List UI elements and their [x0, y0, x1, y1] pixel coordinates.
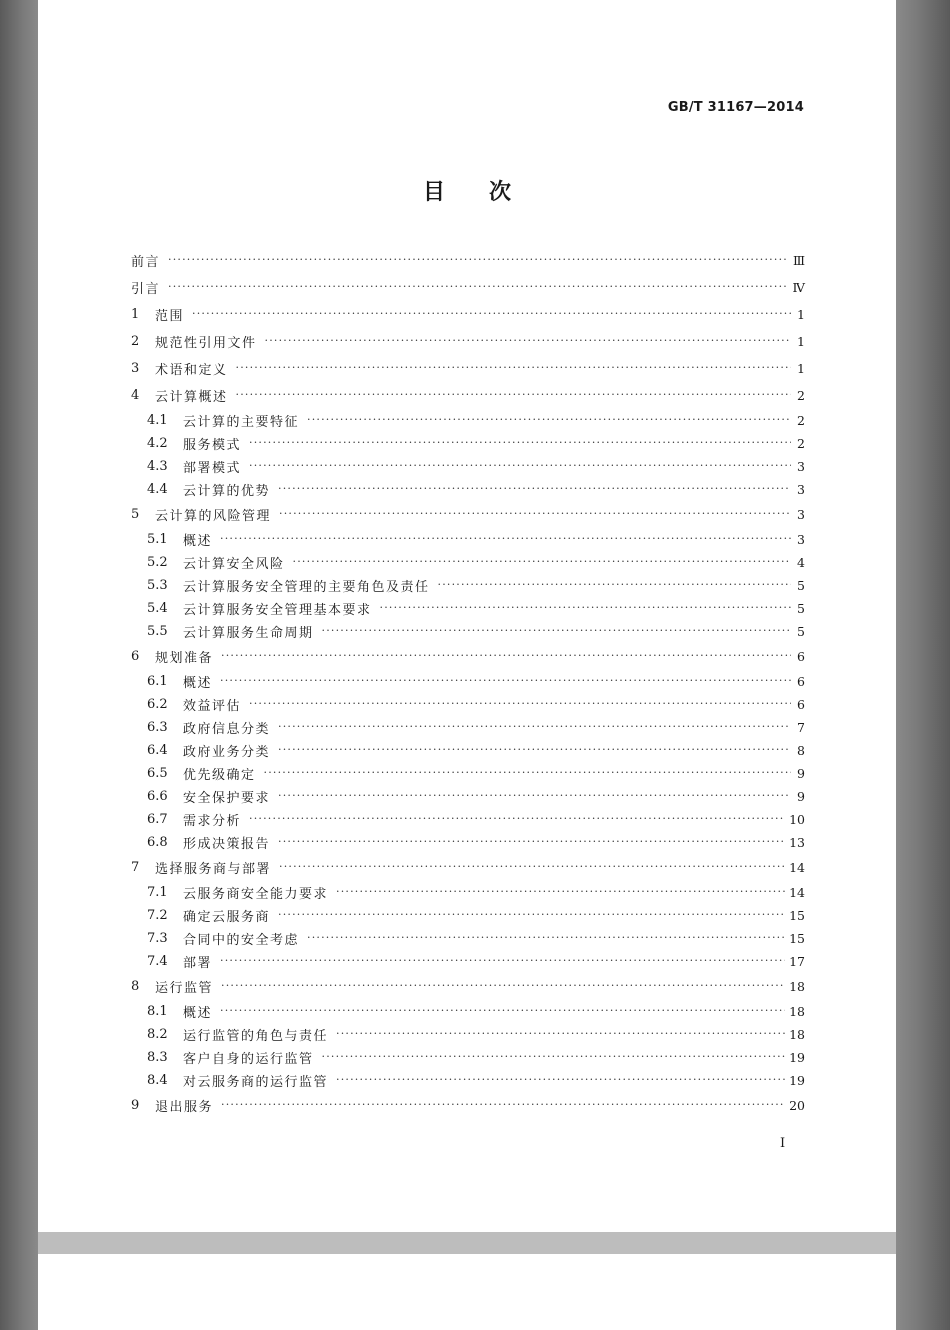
toc-entry[interactable] [131, 643, 805, 670]
toc-entry-number: 5.4 [147, 601, 168, 616]
toc-entry-number: 6.5 [147, 766, 168, 781]
toc-entry-label: 合同中的安全考虑 [183, 933, 300, 948]
toc-entry[interactable] [131, 478, 805, 501]
toc-entry-label: 安全保护要求 [183, 791, 271, 806]
toc-leader-dots [336, 886, 785, 897]
toc-entry-page: 6 [797, 649, 805, 664]
toc-entry-number: 6.3 [147, 720, 168, 735]
toc-entry[interactable] [131, 528, 805, 551]
toc-entry-page: 19 [789, 1050, 805, 1065]
toc-entry-page: 3 [797, 507, 805, 522]
toc-leader-dots [336, 1074, 785, 1085]
toc-leader-dots [249, 437, 791, 448]
toc-leader-dots [220, 955, 785, 966]
toc-entry-number: 1 [131, 307, 140, 322]
toc-entry-label: 云计算服务安全管理基本要求 [183, 603, 372, 618]
toc-entry-number: 4.3 [147, 459, 168, 474]
toc-leader-dots [236, 389, 791, 400]
toc-entry-label: 运行监管 [155, 981, 214, 996]
toc-entry[interactable] [131, 1092, 805, 1119]
viewer-background-left [0, 0, 38, 1330]
toc-entry-number: 3 [131, 361, 140, 376]
toc-entry-label: 形成决策报告 [183, 837, 271, 852]
toc-entry[interactable] [131, 1023, 805, 1046]
toc-entry-label: 客户自身的运行监管 [183, 1052, 314, 1067]
toc-entry-label: 需求分析 [183, 814, 242, 829]
next-page [38, 1254, 896, 1330]
toc-entry-number: 4.1 [147, 413, 168, 428]
toc-entry-number: 6.2 [147, 697, 168, 712]
toc-entry-label: 政府业务分类 [183, 745, 271, 760]
toc-entry-page: 3 [797, 532, 805, 547]
toc-leader-dots [220, 675, 791, 686]
toc-entry-page: 9 [797, 766, 805, 781]
toc-entry-label: 云计算的主要特征 [183, 415, 300, 430]
toc-leader-dots [278, 909, 785, 920]
toc-leader-dots [192, 308, 791, 319]
toc-entry-label: 确定云服务商 [183, 910, 271, 925]
page-title: 目次 [422, 179, 555, 205]
toc-entry-number: 8.4 [147, 1073, 168, 1088]
toc-entry-label: 术语和定义 [155, 363, 228, 378]
toc-entry-number: 8 [131, 979, 140, 994]
toc-entry-page: Ⅲ [792, 253, 805, 268]
toc-entry-page: 10 [789, 812, 805, 827]
toc-entry[interactable] [131, 328, 805, 355]
toc-leader-dots [278, 721, 791, 732]
toc-leader-dots [249, 460, 791, 471]
toc-entry-page: 2 [797, 436, 805, 451]
toc-leader-dots [322, 1051, 786, 1062]
toc-entry[interactable] [131, 739, 805, 762]
toc-leader-dots [236, 362, 791, 373]
toc-entry-number: 8.2 [147, 1027, 168, 1042]
toc-entry-page: 1 [797, 307, 805, 322]
toc-entry-number: 4 [131, 388, 140, 403]
toc-entry-label: 云计算安全风险 [183, 557, 285, 572]
toc-entry[interactable] [131, 620, 805, 643]
toc-entry-number: 8.3 [147, 1050, 168, 1065]
toc-entry-label: 概述 [183, 1006, 213, 1021]
table-of-contents [131, 247, 805, 1119]
toc-entry-label: 云计算的优势 [183, 484, 271, 499]
toc-entry-number: 4.4 [147, 482, 168, 497]
toc-entry[interactable] [131, 501, 805, 528]
toc-entry[interactable] [131, 274, 805, 301]
toc-entry-number: 5.5 [147, 624, 168, 639]
toc-entry-page: 15 [789, 931, 805, 946]
toc-entry-page: 2 [797, 388, 805, 403]
toc-entry-number: 8.1 [147, 1004, 168, 1019]
toc-leader-dots [307, 932, 785, 943]
toc-entry-label: 云计算概述 [155, 390, 228, 405]
toc-entry-page: 14 [789, 885, 805, 900]
toc-entry-number: 6.4 [147, 743, 168, 758]
toc-entry-number: 7.4 [147, 954, 168, 969]
toc-entry[interactable] [131, 808, 805, 831]
toc-entry-number: 7.1 [147, 885, 168, 900]
toc-entry[interactable] [131, 409, 805, 432]
toc-entry-label: 概述 [183, 676, 213, 691]
toc-entry-number: 5 [131, 507, 140, 522]
toc-entry-page: 2 [797, 413, 805, 428]
toc-entry-page: 18 [789, 979, 805, 994]
toc-leader-dots [249, 813, 785, 824]
toc-entry-page: 8 [797, 743, 805, 758]
toc-entry[interactable] [131, 574, 805, 597]
toc-leader-dots [278, 790, 791, 801]
toc-entry[interactable] [131, 355, 805, 382]
toc-entry-page: 18 [789, 1004, 805, 1019]
toc-entry[interactable] [131, 762, 805, 785]
toc-leader-dots [220, 1005, 785, 1016]
toc-entry-label: 引言 [131, 282, 161, 297]
toc-entry[interactable] [131, 831, 805, 854]
toc-entry-number: 6.7 [147, 812, 168, 827]
toc-entry-label: 前言 [131, 255, 161, 270]
toc-leader-dots [380, 602, 791, 613]
toc-leader-dots [221, 650, 791, 661]
toc-entry-page: 7 [797, 720, 805, 735]
toc-entry[interactable] [131, 927, 805, 950]
toc-entry-number: 9 [131, 1098, 140, 1113]
toc-leader-dots [221, 1099, 785, 1110]
toc-entry-number: 7.2 [147, 908, 168, 923]
toc-entry[interactable] [131, 382, 805, 409]
toc-entry[interactable] [131, 716, 805, 739]
toc-entry[interactable] [131, 693, 805, 716]
toc-entry-label: 云计算服务安全管理的主要角色及责任 [183, 580, 430, 595]
toc-entry-page: Ⅳ [792, 280, 805, 295]
toc-entry-label: 部署 [183, 956, 213, 971]
toc-entry-label: 优先级确定 [183, 768, 256, 783]
toc-leader-dots [278, 483, 791, 494]
toc-leader-dots [307, 414, 791, 425]
toc-leader-dots [221, 980, 785, 991]
toc-leader-dots [279, 508, 791, 519]
viewer-background-right [896, 0, 950, 1330]
toc-entry[interactable] [131, 597, 805, 620]
toc-entry-page: 6 [797, 697, 805, 712]
toc-entry-label: 效益评估 [183, 699, 242, 714]
toc-leader-dots [278, 836, 785, 847]
toc-leader-dots [264, 767, 791, 778]
toc-entry-label: 规划准备 [155, 651, 214, 666]
toc-entry-number: 6.6 [147, 789, 168, 804]
toc-leader-dots [249, 698, 791, 709]
toc-entry[interactable] [131, 854, 805, 881]
toc-entry-page: 4 [797, 555, 805, 570]
toc-leader-dots [336, 1028, 785, 1039]
toc-leader-dots [293, 556, 791, 567]
toc-entry-page: 3 [797, 482, 805, 497]
toc-entry[interactable] [131, 455, 805, 478]
toc-entry[interactable] [131, 301, 805, 328]
toc-entry-page: 14 [789, 860, 805, 875]
toc-entry-page: 19 [789, 1073, 805, 1088]
toc-leader-dots [168, 254, 789, 265]
toc-leader-dots [279, 861, 785, 872]
toc-entry-page: 1 [797, 334, 805, 349]
toc-entry[interactable] [131, 247, 805, 274]
toc-entry-number: 5.1 [147, 532, 168, 547]
toc-entry[interactable] [131, 881, 805, 904]
toc-entry-label: 退出服务 [155, 1100, 214, 1115]
toc-leader-dots [220, 533, 791, 544]
toc-entry-label: 云服务商安全能力要求 [183, 887, 329, 902]
toc-entry[interactable] [131, 1046, 805, 1069]
toc-entry-label: 部署模式 [183, 461, 242, 476]
toc-entry-label: 范围 [155, 309, 185, 324]
toc-entry-number: 7.3 [147, 931, 168, 946]
toc-entry-number: 5.3 [147, 578, 168, 593]
toc-leader-dots [265, 335, 791, 346]
toc-entry-number: 6.8 [147, 835, 168, 850]
toc-entry-number: 4.2 [147, 436, 168, 451]
toc-entry[interactable] [131, 551, 805, 574]
toc-entry-number: 7 [131, 860, 140, 875]
toc-entry[interactable] [131, 670, 805, 693]
toc-entry-label: 对云服务商的运行监管 [183, 1075, 329, 1090]
toc-entry[interactable] [131, 785, 805, 808]
toc-entry-label: 服务模式 [183, 438, 242, 453]
toc-entry-page: 6 [797, 674, 805, 689]
toc-entry[interactable] [131, 904, 805, 927]
toc-entry-page: 15 [789, 908, 805, 923]
toc-entry-number: 2 [131, 334, 140, 349]
page-number: I [780, 1136, 786, 1151]
toc-entry-page: 17 [789, 954, 805, 969]
toc-entry-page: 18 [789, 1027, 805, 1042]
toc-entry-number: 5.2 [147, 555, 168, 570]
toc-entry[interactable] [131, 432, 805, 455]
toc-entry-page: 9 [797, 789, 805, 804]
toc-entry-label: 云计算服务生命周期 [183, 626, 314, 641]
toc-entry[interactable] [131, 1000, 805, 1023]
toc-entry[interactable] [131, 973, 805, 1000]
document-code: GB/T 31167—2014 [667, 100, 804, 115]
toc-entry-label: 云计算的风险管理 [155, 509, 272, 524]
toc-entry-page: 5 [797, 624, 805, 639]
toc-entry-page: 5 [797, 601, 805, 616]
toc-entry-page: 3 [797, 459, 805, 474]
page-gap [38, 1232, 896, 1254]
toc-entry-number: 6.1 [147, 674, 168, 689]
toc-leader-dots [168, 281, 788, 292]
toc-entry-label: 选择服务商与部署 [155, 862, 272, 877]
toc-entry[interactable] [131, 950, 805, 973]
toc-entry-label: 政府信息分类 [183, 722, 271, 737]
toc-entry-label: 概述 [183, 534, 213, 549]
toc-leader-dots [438, 579, 791, 590]
document-page [38, 0, 896, 1232]
toc-entry-number: 6 [131, 649, 140, 664]
toc-leader-dots [322, 625, 791, 636]
toc-entry-page: 5 [797, 578, 805, 593]
toc-leader-dots [278, 744, 791, 755]
toc-entry[interactable] [131, 1069, 805, 1092]
toc-entry-label: 运行监管的角色与责任 [183, 1029, 329, 1044]
toc-entry-page: 20 [789, 1098, 805, 1113]
toc-entry-page: 1 [797, 361, 805, 376]
toc-entry-label: 规范性引用文件 [155, 336, 257, 351]
toc-entry-page: 13 [789, 835, 805, 850]
